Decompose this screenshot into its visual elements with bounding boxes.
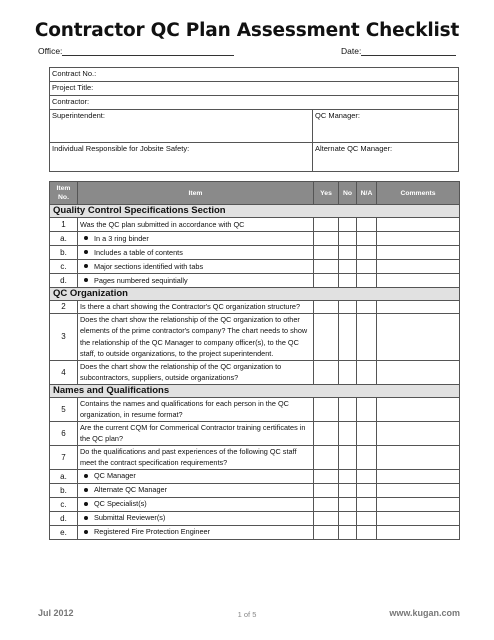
no-cell[interactable] <box>339 218 357 232</box>
na-cell[interactable] <box>357 497 377 511</box>
item-number: c. <box>50 497 78 511</box>
qc-manager-cell[interactable]: QC Manager: <box>313 110 459 143</box>
checklist-row <box>50 397 460 421</box>
footer-website: www.kugan.com <box>389 608 460 618</box>
safety-cell[interactable]: Individual Responsible for Jobsite Safety: <box>50 143 313 172</box>
yes-cell[interactable] <box>314 232 339 246</box>
no-cell[interactable] <box>339 232 357 246</box>
comments-cell[interactable] <box>377 421 460 445</box>
checklist-row <box>50 274 460 288</box>
date-field <box>341 46 456 56</box>
yes-header: Yes <box>314 182 339 205</box>
na-cell[interactable] <box>357 246 377 260</box>
no-cell[interactable] <box>339 469 357 483</box>
item-cell <box>78 421 314 445</box>
na-cell[interactable] <box>357 313 377 360</box>
page-title: Contractor QC Plan Assessment Checklist <box>34 20 460 41</box>
section-header-row <box>50 384 460 397</box>
yes-cell[interactable] <box>314 274 339 288</box>
no-cell[interactable] <box>339 301 357 314</box>
yes-cell[interactable] <box>314 301 339 314</box>
item-cell <box>78 445 314 469</box>
item-number: b. <box>50 483 78 497</box>
na-header: N/A <box>357 182 377 205</box>
na-cell[interactable] <box>357 260 377 274</box>
section-title: Quality Control Specifications Section <box>50 205 460 218</box>
na-cell[interactable] <box>357 483 377 497</box>
item-number: 5 <box>50 397 78 421</box>
na-cell[interactable] <box>357 525 377 539</box>
yes-cell[interactable] <box>314 260 339 274</box>
checklist-row <box>50 246 460 260</box>
office-label: Office: <box>38 46 63 56</box>
na-cell[interactable] <box>357 421 377 445</box>
item-text: Contains the names and qualifications for each person in the QC organization, in resume format? <box>80 398 289 419</box>
item-number: c. <box>50 260 78 274</box>
item-number: 3 <box>50 313 78 360</box>
item-cell <box>78 274 314 288</box>
checklist-row <box>50 313 460 360</box>
yes-cell[interactable] <box>314 421 339 445</box>
no-cell[interactable] <box>339 421 357 445</box>
item-number: a. <box>50 232 78 246</box>
yes-cell[interactable] <box>314 313 339 360</box>
checklist-row <box>50 301 460 314</box>
checklist-row <box>50 497 460 511</box>
comments-cell[interactable] <box>377 525 460 539</box>
item-text: Is there a chart showing the Contractor's QC organization structure? <box>80 302 301 311</box>
na-cell[interactable] <box>357 218 377 232</box>
comments-cell[interactable] <box>377 469 460 483</box>
item-number: 2 <box>50 301 78 314</box>
item-cell <box>78 360 314 384</box>
na-cell[interactable] <box>357 360 377 384</box>
item-cell <box>78 497 314 511</box>
bullet-icon <box>84 488 88 492</box>
contract-no-cell[interactable]: Contract No.: <box>50 68 459 82</box>
na-cell[interactable] <box>357 445 377 469</box>
checklist-body <box>50 205 460 540</box>
na-cell[interactable] <box>357 232 377 246</box>
item-text: Pages numbered sequintially <box>94 275 188 285</box>
item-text: Does the chart show the relationship of the QC organization to other elements of the prime contractor's company? The chart needs to show the relationship of the QC Manager to company officer(s), to the QC staff, to outside organizations, to the project superintendent. <box>80 314 308 358</box>
item-cell <box>78 246 314 260</box>
checklist-row <box>50 260 460 274</box>
item-text: QC Manager <box>94 471 136 481</box>
item-text: Major sections identified with tabs <box>94 261 204 271</box>
no-cell[interactable] <box>339 511 357 525</box>
item-cell <box>78 397 314 421</box>
item-text: Registered Fire Protection Engineer <box>94 527 210 537</box>
na-cell[interactable] <box>357 397 377 421</box>
bullet-icon <box>84 278 88 282</box>
item-cell <box>78 469 314 483</box>
item-number: b. <box>50 246 78 260</box>
comments-cell[interactable] <box>377 301 460 314</box>
no-header: No <box>339 182 357 205</box>
checklist-row <box>50 218 460 232</box>
no-cell[interactable] <box>339 445 357 469</box>
bullet-icon <box>84 250 88 254</box>
comments-cell[interactable] <box>377 246 460 260</box>
item-number: 7 <box>50 445 78 469</box>
yes-cell[interactable] <box>314 525 339 539</box>
item-no-header: Item No. <box>50 182 78 205</box>
checklist-row <box>50 511 460 525</box>
na-cell[interactable] <box>357 469 377 483</box>
footer-page-number: 1 of 5 <box>237 610 257 619</box>
item-text: Includes a table of contents <box>94 247 183 257</box>
section-header-row <box>50 288 460 301</box>
yes-cell[interactable] <box>314 397 339 421</box>
item-cell <box>78 483 314 497</box>
comments-cell[interactable] <box>377 232 460 246</box>
section-title: Names and Qualifications <box>50 384 460 397</box>
na-cell[interactable] <box>357 274 377 288</box>
item-number: 1 <box>50 218 78 232</box>
item-cell <box>78 260 314 274</box>
checklist-row <box>50 483 460 497</box>
item-text: Submittal Reviewer(s) <box>94 513 166 523</box>
yes-cell[interactable] <box>314 360 339 384</box>
no-cell[interactable] <box>339 360 357 384</box>
checklist-row <box>50 421 460 445</box>
bullet-icon <box>84 502 88 506</box>
checklist-header-row <box>50 182 460 205</box>
item-text: Does the chart show the relationship of the QC organization to subcontractors, suppliers, outside organizations? <box>80 361 282 382</box>
item-text: Do the qualifications and past experiences of the following QC staff meet the contract specification requirements? <box>80 446 297 467</box>
yes-cell[interactable] <box>314 511 339 525</box>
project-info-table <box>49 67 459 172</box>
yes-cell[interactable] <box>314 497 339 511</box>
office-input[interactable] <box>62 46 234 56</box>
checklist-row <box>50 232 460 246</box>
comments-cell[interactable] <box>377 397 460 421</box>
item-text: Was the QC plan submitted in accordance with QC <box>80 219 245 229</box>
checklist-row <box>50 525 460 539</box>
item-header: Item <box>78 182 314 205</box>
checklist-row <box>50 469 460 483</box>
item-text: In a 3 ring binder <box>94 233 149 243</box>
no-cell[interactable] <box>339 497 357 511</box>
yes-cell[interactable] <box>314 469 339 483</box>
section-header-row <box>50 205 460 218</box>
no-cell[interactable] <box>339 313 357 360</box>
item-cell <box>78 218 314 232</box>
checklist-row <box>50 445 460 469</box>
comments-cell[interactable] <box>377 511 460 525</box>
item-text: Alternate QC Manager <box>94 485 168 495</box>
office-field <box>38 46 234 56</box>
checklist-table <box>49 181 460 540</box>
item-text: Are the current CQM for Commerical Contractor training certificates in the QC plan? <box>80 422 306 443</box>
item-cell <box>78 511 314 525</box>
bullet-icon <box>84 264 88 268</box>
yes-cell[interactable] <box>314 218 339 232</box>
comments-cell[interactable] <box>377 483 460 497</box>
yes-cell[interactable] <box>314 483 339 497</box>
bullet-icon <box>84 236 88 240</box>
section-title: QC Organization <box>50 288 460 301</box>
date-input[interactable] <box>361 46 456 56</box>
item-cell <box>78 313 314 360</box>
contractor-cell[interactable]: Contractor: <box>50 96 459 110</box>
item-number: a. <box>50 469 78 483</box>
na-cell[interactable] <box>357 511 377 525</box>
comments-header: Comments <box>377 182 460 205</box>
footer-date: Jul 2012 <box>38 608 74 618</box>
bullet-icon <box>84 530 88 534</box>
comments-cell[interactable] <box>377 445 460 469</box>
no-cell[interactable] <box>339 483 357 497</box>
comments-cell[interactable] <box>377 313 460 360</box>
item-cell <box>78 525 314 539</box>
comments-cell[interactable] <box>377 360 460 384</box>
na-cell[interactable] <box>357 301 377 314</box>
item-cell <box>78 301 314 314</box>
date-label: Date: <box>341 46 362 56</box>
bullet-icon <box>84 516 88 520</box>
item-number: d. <box>50 511 78 525</box>
item-text: QC Specialist(s) <box>94 499 147 509</box>
bullet-icon <box>84 474 88 478</box>
yes-cell[interactable] <box>314 246 339 260</box>
comments-cell[interactable] <box>377 497 460 511</box>
checklist-row <box>50 360 460 384</box>
comments-cell[interactable] <box>377 274 460 288</box>
alt-qc-manager-cell[interactable]: Alternate QC Manager: <box>313 143 459 172</box>
item-number: e. <box>50 525 78 539</box>
yes-cell[interactable] <box>314 445 339 469</box>
superintendent-cell[interactable]: Superintendent: <box>50 110 313 143</box>
no-cell[interactable] <box>339 274 357 288</box>
item-number: 6 <box>50 421 78 445</box>
item-number: 4 <box>50 360 78 384</box>
no-cell[interactable] <box>339 260 357 274</box>
comments-cell[interactable] <box>377 260 460 274</box>
no-cell[interactable] <box>339 397 357 421</box>
no-cell[interactable] <box>339 525 357 539</box>
item-cell <box>78 232 314 246</box>
no-cell[interactable] <box>339 246 357 260</box>
item-number: d. <box>50 274 78 288</box>
project-title-cell[interactable]: Project Title: <box>50 82 459 96</box>
comments-cell[interactable] <box>377 218 460 232</box>
